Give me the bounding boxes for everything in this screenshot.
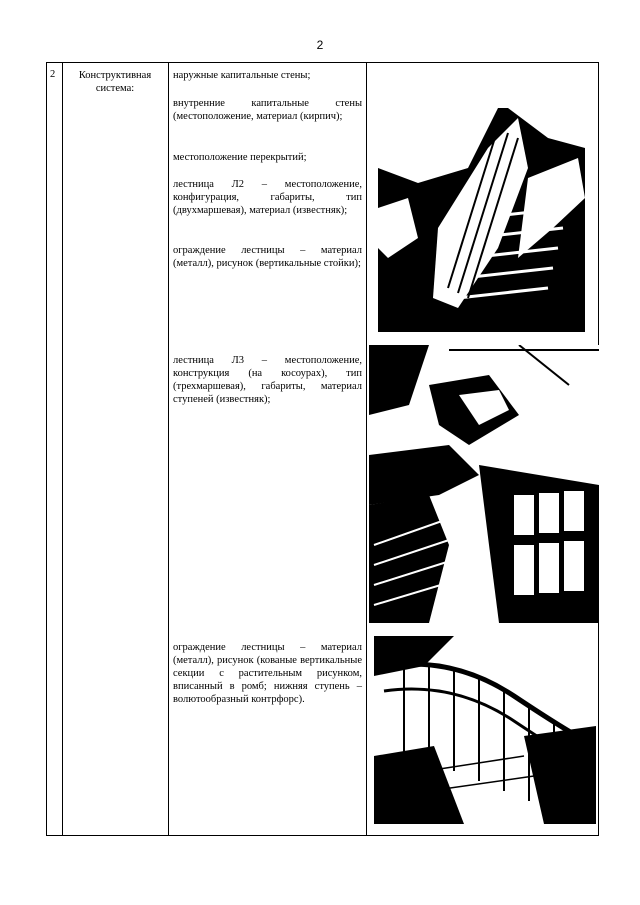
item-external-walls: наружные капитальные стены;	[173, 70, 311, 81]
photo-staircase-l2	[378, 108, 585, 332]
column-divider	[168, 63, 169, 835]
column-divider	[62, 63, 63, 835]
item-staircase-l2: лестница Л2 – местоположение, конфигурация, габариты, тип (двухмаршевая), материал (известняк);	[173, 179, 362, 216]
item-staircase-l3: лестница Л3 – местоположение, конструкция (на косоурах), тип (трехмаршевая), габариты, материал ступеней (известняк);	[173, 355, 362, 405]
photo-staircase-railing	[374, 636, 596, 824]
item-internal-walls: внутренние капитальные стены (местоположение, материал (кирпич);	[173, 98, 362, 122]
item-floors: местоположение перекрытий;	[173, 152, 307, 163]
specification-table	[46, 62, 599, 836]
page-number: 2	[316, 38, 324, 52]
column-divider	[366, 63, 367, 835]
photo-staircase-l3	[369, 345, 599, 623]
item-railing-l2: ограждение лестницы – материал (металл), рисунок (вертикальные стойки);	[173, 245, 362, 269]
item-railing-l3: ограждение лестницы – материал (металл), рисунок (кованые вертикальные секции с растительным рисунком, вписанный в ромб; нижняя ступень – волютообразный контрфорс).	[173, 642, 362, 705]
row-name: Конструктивная система:	[78, 70, 152, 94]
row-number: 2	[50, 69, 56, 80]
